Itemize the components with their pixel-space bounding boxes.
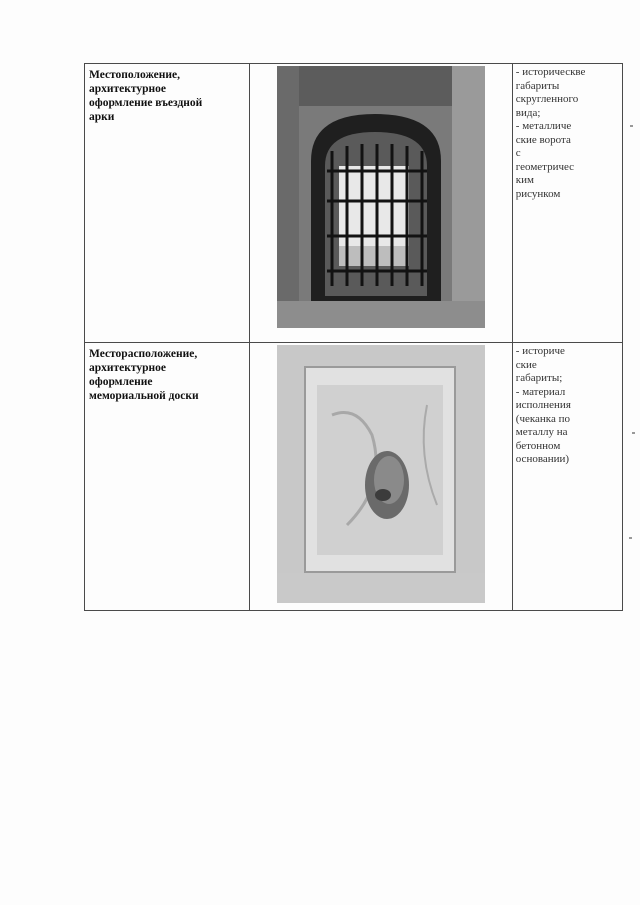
table-row (85, 64, 623, 343)
photo-cell (250, 64, 512, 343)
note-cell (512, 64, 622, 343)
scan-speck (630, 125, 633, 127)
note-text: - историческве габариты скругленного вида; - металличе ские ворота с геометричес ким рисунком (515, 66, 586, 200)
feature-cell (85, 343, 250, 611)
note-cell (512, 343, 622, 611)
table-row (85, 343, 623, 611)
feature-text: Местоположение, архитектурное оформление въездной арки (89, 69, 203, 123)
feature-cell (85, 64, 250, 343)
memorial-plaque-photo (277, 345, 485, 603)
arch-gate-photo (277, 66, 485, 328)
scan-speck (632, 432, 635, 434)
note-text: - историче ские габариты; - материал исполнения (чеканка по металлу на бетонном основании) (515, 345, 571, 465)
scan-speck (629, 537, 632, 539)
features-table (84, 63, 623, 611)
photo-cell (250, 343, 512, 611)
feature-text: Месторасположение, архитектурное оформление мемориальной доски (89, 348, 199, 402)
